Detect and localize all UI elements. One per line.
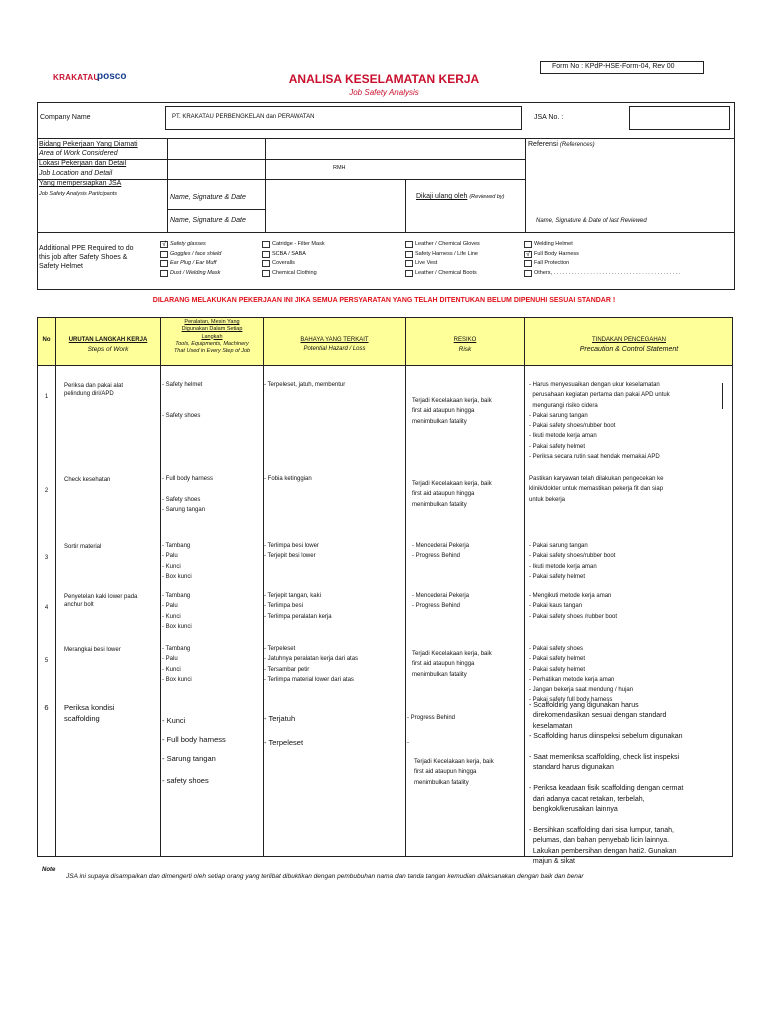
control-text-line: - Pakai safety helmet	[529, 573, 586, 580]
reviewed-text-en: (Reviewed by)	[469, 194, 505, 200]
referensi-text-en: (References)	[559, 142, 595, 148]
risk-text-line: - Progress Behind	[412, 603, 461, 610]
risk-text-line: first aid ataupun hingga	[412, 661, 475, 668]
name-sign-date-1: Name, Signature & Date	[170, 194, 246, 201]
tools-text-line: - Safety shoes	[162, 496, 201, 503]
control-text-line: bengkok/kerusakan lainnya	[529, 806, 618, 814]
hazard-text-line: - Terlimpa besi lower	[264, 543, 319, 549]
step-text-line: Merangkai besi lower	[64, 647, 121, 653]
location-label-en: Job Location and Detail	[39, 170, 113, 177]
control-text-line: perusahaan kegiatan pertama dan pakai APD untuk	[529, 392, 670, 399]
ppe-checkbox[interactable]	[160, 270, 168, 277]
th-hazard: BAHAYA YANG TERKAIT	[300, 337, 369, 343]
control-text-line: - Ikuti metode kerja aman	[529, 433, 597, 440]
hazard-text-line: - Terlimpa peralatan kerja	[264, 613, 332, 620]
th-tools-2: Digunakan Dalam Setiap	[181, 326, 243, 333]
ppe-item-label: Safety Harness / Life Line	[415, 250, 478, 257]
control-text	[529, 474, 663, 505]
note-text: JSA ini supaya disampaikan dan dimengerti oleh setiap orang yang terlibat dibuktikan dengan pembubuhan nama dan tanda tangan kemudian dilaksanakan dengan baik dan benar	[66, 873, 584, 880]
tools-text: - Full body harness	[162, 735, 226, 744]
ppe-checkbox[interactable]	[405, 270, 413, 277]
ppe-item-label: Safety glasses	[170, 241, 206, 247]
control-text-line: untuk bekerja	[529, 496, 566, 503]
ppe-checkbox[interactable]	[160, 260, 168, 267]
tools-text-line: - Tambang	[162, 646, 191, 652]
step-text	[64, 593, 137, 609]
risk-text	[412, 479, 492, 510]
tools-text-line: - Box kunci	[162, 623, 192, 630]
control-text-line: - Pakai safety shoes/rubber boot	[529, 423, 616, 430]
ppe-item-label: Others, . . . . . . . . . . . . . . . . . . . . . . . . . . . . . . . . . . . . . . . . . .	[534, 269, 681, 276]
risk-text	[412, 541, 469, 562]
th-tools-en1: Tools, Equipments, Machinery	[175, 340, 249, 347]
control-text-line: mengurangi risiko cidera	[529, 402, 598, 409]
risk-text-line: Terjadi Kecelakaan kerja, baik	[412, 481, 492, 487]
area-label: Bidang Pekerjaan Yang Diamati	[39, 141, 138, 148]
tools-text: - safety shoes	[162, 776, 209, 785]
control-text-line: - Pakai safety shoes /rubber boot	[529, 613, 618, 620]
risk-text-line: Terjadi Kecelakaan kerja, baik	[412, 651, 492, 657]
ppe-checkbox[interactable]	[405, 251, 413, 258]
control-text-line: - Pakai safety helmet	[529, 666, 586, 673]
ppe-checkbox[interactable]	[160, 251, 168, 258]
prepared-label: Yang mempersiapkan JSA	[39, 180, 122, 187]
risk-text-line: - Mencederai Pekerja	[412, 593, 470, 599]
info-table	[37, 102, 735, 290]
ppe-label	[39, 244, 134, 271]
hazard-text-line: - Fobia ketinggian	[264, 476, 312, 482]
tools-text	[162, 380, 202, 421]
tools-text-line	[162, 401, 202, 411]
tools-text-line	[162, 484, 213, 494]
control-text-line: pelumas, dan bahan penyebab licin lainnya.	[529, 837, 670, 845]
control-text	[529, 701, 683, 868]
step-text-line: Periksa kondisi	[64, 703, 115, 712]
risk-text-line: Terjadi Kecelakaan kerja, baik	[412, 398, 492, 404]
control-text-line: - Scaffolding harus diinspeksi sebelum digunakan	[529, 733, 683, 741]
ppe-item-label: Leather / Chemical Gloves	[415, 241, 480, 247]
th-no: No	[42, 337, 51, 343]
ppe-label-1: Additional PPE Required to do	[39, 245, 134, 252]
control-text	[529, 644, 633, 706]
ppe-item-label: Dust / Welding Mask	[170, 269, 221, 276]
risk-text	[412, 591, 469, 612]
risk-text-line: - Mencederai Pekerja	[412, 543, 470, 549]
step-text-line: Penyetelan kaki lower pada	[64, 594, 138, 600]
risk-text-line: menimbulkan fatality	[412, 671, 467, 678]
th-control: TINDAKAN PENCEGAHAN	[591, 337, 666, 343]
tools-text-line: - Palu	[162, 656, 178, 663]
hazard-text-line: - Terpeleset, jatuh, membentur	[264, 382, 346, 388]
hazard-text-line: - Terjepit besi lower	[264, 553, 316, 560]
ppe-checkbox[interactable]	[262, 260, 270, 267]
step-text-line: Check kesehatan	[64, 477, 111, 483]
risk-text-line: menimbulkan fatality	[412, 418, 467, 425]
tools-text: - Sarung tangan	[162, 754, 216, 763]
risk-text	[412, 649, 492, 680]
ppe-item-label: Coveralls	[272, 260, 295, 266]
hazard-text-line: - Terjepit tangan, kaki	[264, 593, 321, 599]
step-text	[64, 646, 121, 654]
control-text	[529, 541, 615, 582]
company-value: PT. KRAKATAU PERBENGKELAN dan PERAWATAN	[172, 114, 315, 120]
control-text-line: - Periksa keadaan fisik scaffolding dengan cermat	[529, 785, 684, 793]
page-title: ANALISA KESELAMATAN KERJA	[288, 72, 480, 86]
tools-text-line: - Box kunci	[162, 676, 192, 683]
control-text-line: - Pakai safety full body harness	[529, 697, 613, 704]
row-number: 2	[44, 488, 49, 494]
step-text-line: scaffolding	[64, 714, 100, 723]
control-text	[529, 591, 617, 622]
ppe-item-label: Goggles / face shield	[170, 250, 222, 257]
jsa-label: JSA No. :	[534, 114, 564, 121]
area-label-en: Area of Work Considered	[39, 150, 118, 157]
step-text-line: pelindung diri/APD	[64, 391, 114, 397]
th-control-en: Precaution & Control Statement	[579, 346, 679, 353]
tools-text-line: - Kunci	[162, 613, 181, 620]
tools-text-line	[162, 390, 202, 400]
tools-text	[162, 474, 213, 515]
ppe-checkbox[interactable]: √	[160, 241, 168, 248]
ppe-checkbox[interactable]	[524, 260, 532, 267]
control-text-line: keselamatan	[529, 722, 573, 730]
control-text-line: Pastikan karyawan telah dilakukan pengecekan ke	[529, 476, 664, 482]
tools-text-line: - Safety shoes	[162, 412, 201, 419]
tools-text-line: - Kunci	[162, 563, 181, 570]
step-text	[64, 476, 110, 484]
control-text-line: - Bersihkan scaffolding dari sisa lumpur, tanah,	[529, 826, 675, 834]
risk-text	[414, 757, 494, 788]
company-label: Company Name	[40, 114, 91, 121]
risk-text-line: menimbulkan fatality	[414, 779, 469, 786]
hazard-text-line: - Terpeleset	[264, 646, 296, 652]
control-text	[529, 380, 670, 462]
th-risk-en: Risk	[458, 346, 472, 353]
row-number: 5	[44, 658, 49, 664]
tools-text	[162, 644, 192, 685]
control-text-line	[529, 774, 683, 784]
th-hazard-en: Potential Hazard / Loss	[303, 346, 366, 352]
control-text-line: - Pakai safety helmet	[529, 656, 586, 663]
ppe-checkbox[interactable]	[405, 241, 413, 248]
name-sign-date-2: Name, Signature & Date	[170, 217, 246, 224]
ppe-checkbox[interactable]	[524, 270, 532, 277]
hazard-text: - Terjatuh	[264, 714, 296, 723]
reviewed-label	[416, 193, 504, 200]
control-text-line: - Jangan bekerja saat mendung / hujan	[529, 687, 634, 694]
control-text-line: - Pakai sarung tangan	[529, 412, 588, 419]
step-text	[64, 382, 123, 398]
ppe-item-label: SCBA / SABA	[272, 250, 306, 257]
control-text-line: - Scaffolding yang digunakan harus	[529, 702, 639, 709]
control-text-line: - Mengikuti metode kerja aman	[529, 593, 612, 599]
control-text-line: - Pakai safety shoes/rubber boot	[529, 553, 616, 560]
ppe-item-label: Leather / Chemical Boots	[415, 269, 477, 276]
control-text-line: - Periksa secara rutin saat hendak memakai APD	[529, 454, 660, 461]
ppe-checkbox[interactable]	[405, 260, 413, 267]
step-text-line: Periksa dan pakai alat	[64, 383, 124, 389]
hazard-text-line: - Jatuhnya peralatan kerja dari atas	[264, 656, 359, 663]
th-steps: URUTAN LANGKAH KERJA	[68, 337, 148, 343]
control-text-line: direkomendasikan sesuai dengan standard	[529, 712, 667, 720]
control-text-line: - Pakai kaus tangan	[529, 603, 583, 610]
control-text-line: - Pakai safety helmet	[529, 443, 586, 450]
ppe-item-label: Welding Helmet	[534, 241, 573, 247]
prepared-label-en: Job Safety Analysis Participants	[39, 191, 118, 197]
tools-text-line: - Box kunci	[162, 573, 192, 580]
form-number: Form No : KPdP-HSE-Form-04, Rev 00	[552, 63, 675, 70]
page-subtitle: Job Safety Analysis	[349, 88, 419, 97]
th-risk: RESIKO	[453, 337, 477, 343]
risk-text-line: Terjadi Kecelakaan kerja, baik	[414, 759, 494, 765]
hazard-text	[264, 474, 312, 484]
control-text-line: - Harus menyesuaikan dengan ukur keselamatan	[529, 382, 660, 388]
row-number: 3	[44, 555, 49, 561]
step-text	[64, 543, 101, 551]
tools-text	[162, 541, 192, 582]
referensi-label	[528, 141, 595, 148]
reviewed-sign: Name, Signature & Date of last Reviewed	[536, 218, 647, 224]
control-text-line: - Ikuti metode kerja aman	[529, 563, 597, 570]
tools-text-line: - Palu	[162, 553, 178, 560]
control-text-line: dari adanya cacat retakan, terbelah,	[529, 795, 645, 803]
control-text-line: - Perhatikan metode kerja aman	[529, 676, 615, 683]
row-number: 6	[44, 703, 49, 712]
control-text-line: - Pakai safety shoes	[529, 646, 584, 652]
control-text-line: Lakukan pembersihan dengan hati2. Gunakan	[529, 847, 677, 855]
location-value: RMH	[333, 165, 346, 171]
tools-text: - Kunci	[162, 716, 186, 725]
note-label: Note	[42, 867, 56, 873]
th-tools-en2: That Used in Every Step of Job	[173, 348, 251, 355]
step-text-line: anchur bolt	[64, 602, 94, 608]
logo-krakatau: KRAKATAU	[53, 73, 100, 82]
ppe-item-label: Ear Plug / Ear Muff	[170, 260, 217, 266]
control-text-line: - Pakai sarung tangan	[529, 543, 588, 549]
th-steps-en: Steps of Work	[87, 346, 129, 353]
control-text-line: standard harus digunakan	[529, 764, 614, 772]
risk-text: -	[407, 740, 409, 746]
hazard-text	[264, 541, 319, 562]
ppe-checkbox[interactable]	[262, 241, 270, 248]
ppe-item-label: Chemical Clothing	[272, 269, 317, 276]
risk-text-line: - Progress Behind	[412, 553, 461, 560]
th-tools-3: Langkah	[201, 333, 223, 340]
control-text-line: majun & sikat	[529, 858, 575, 866]
ppe-checkbox[interactable]	[524, 241, 532, 248]
control-text-line: klinik/dokter untuk memastikan pekerja fit dan siap	[529, 486, 664, 493]
location-label: Lokasi Pekerjaan dan Detail	[39, 160, 127, 167]
hazard-text-line: - Tersambar petir	[264, 666, 310, 673]
hazard-text-line: - Terlimpa besi	[264, 603, 303, 610]
tools-text-line: - Kunci	[162, 666, 181, 673]
th-tools	[161, 319, 263, 355]
reviewed-text: Dikaji ulang oleh	[416, 193, 468, 200]
risk-text-line: first aid ataupun hingga	[412, 491, 475, 498]
ppe-checkbox[interactable]: √	[524, 251, 532, 258]
hazard-text-line: - Terlimpa material lower dari atas	[264, 676, 354, 683]
tools-text-line: - Palu	[162, 603, 178, 610]
ppe-label-3: Safety Helmet	[39, 263, 83, 270]
hazard-text	[264, 644, 358, 685]
control-text-line	[529, 815, 683, 825]
ppe-label-2: this job after Safety Shoes &	[39, 254, 128, 261]
referensi-text: Referensi	[528, 141, 558, 148]
row-number: 1	[44, 394, 49, 400]
th-tools-1: Peralatan, Mesin Yang	[184, 319, 240, 325]
step-text	[64, 702, 114, 724]
risk-text-line: first aid ataupun hingga	[414, 769, 477, 776]
ppe-checkbox[interactable]	[262, 270, 270, 277]
warning-text: DILARANG MELAKUKAN PEKERJAAN INI JIKA SEMUA PERSYARATAN YANG TELAH DITENTUKAN BELUM DIPENUHI SESUAI STANDAR !	[152, 297, 616, 304]
step-text-line: Sortir material	[64, 544, 102, 550]
tools-text-line: - Full body harness	[162, 476, 214, 482]
risk-text-line: menimbulkan fatality	[412, 501, 467, 508]
risk-text	[412, 396, 492, 427]
ppe-item-label: Full Body Harness	[534, 250, 579, 257]
ppe-item-label: Live Vest	[415, 260, 438, 266]
jsa-field[interactable]	[629, 106, 730, 130]
tools-text-line: - Safety helmet	[162, 382, 203, 388]
ppe-item-label: Catridge - Filter Mask	[272, 241, 325, 247]
risk-text-line: first aid ataupun hingga	[412, 408, 475, 415]
control-text-line: - Saat memeriksa scaffolding, check list inspeksi	[529, 754, 680, 762]
logo-posco: posco	[97, 71, 127, 82]
risk-text: - Progress Behind	[407, 715, 456, 721]
hazard-text	[264, 591, 332, 622]
tools-text-line: - Tambang	[162, 593, 191, 599]
tools-text-line: - Sarung tangan	[162, 506, 206, 513]
ppe-checkbox[interactable]	[262, 251, 270, 258]
ppe-item-label: Fall Protection	[534, 260, 570, 266]
control-text-line	[529, 743, 683, 753]
tools-text	[162, 591, 192, 632]
hazard-text	[264, 380, 345, 390]
tools-text-line: - Tambang	[162, 543, 191, 549]
hazard-text: - Terpeleset	[264, 738, 304, 747]
row-number: 4	[44, 605, 49, 611]
